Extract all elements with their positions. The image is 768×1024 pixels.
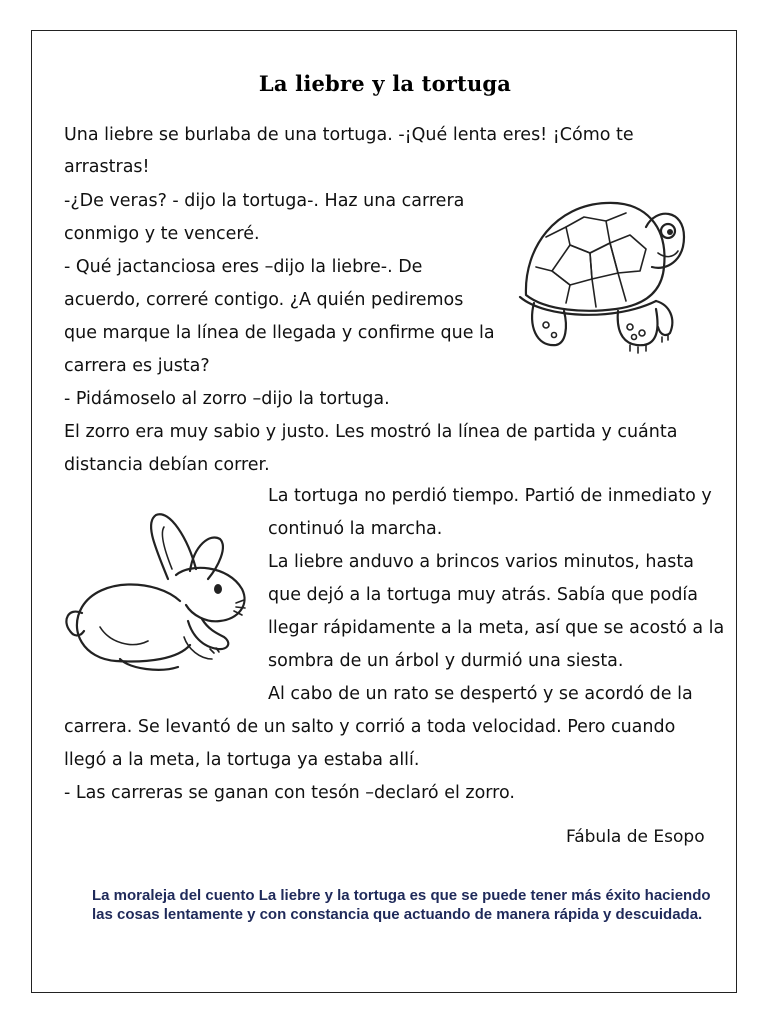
worksheet-page — [31, 30, 737, 993]
story-line: - Las carreras se ganan con tesón –declaró el zorro. — [64, 783, 515, 803]
moral-text: La moraleja del cuento La liebre y la tortuga es que se puede tener más éxito haciendo las cosas lentamente y con constancia que actuando de manera rápida y descuidada. — [92, 887, 711, 923]
story-line: llegó a la meta, la tortuga ya estaba allí. — [64, 750, 420, 770]
story-line: La liebre anduvo a brincos varios minutos, hasta — [268, 552, 694, 572]
story-line: distancia debían correr. — [64, 455, 270, 475]
story-line: carrera. Se levantó de un salto y corrió a toda velocidad. Pero cuando — [64, 717, 676, 737]
story-line: arrastras! — [64, 157, 150, 177]
story-line: carrera es justa? — [64, 356, 210, 376]
story-line: Al cabo de un rato se despertó y se acordó de la — [268, 684, 693, 704]
page-title: La liebre y la tortuga — [258, 71, 512, 96]
story-line: que marque la línea de llegada y confirme que la — [64, 323, 495, 343]
author-credit: Fábula de Esopo — [566, 827, 705, 847]
story-line: que dejó a la tortuga muy atrás. Sabía que podía — [268, 585, 699, 605]
story-line: continuó la marcha. — [268, 519, 443, 539]
story-line: - Qué jactanciosa eres –dijo la liebre-. De — [64, 257, 423, 277]
story-line: -¿De veras? - dijo la tortuga-. Haz una carrera — [64, 191, 465, 211]
story-line: conmigo y te venceré. — [64, 224, 260, 244]
story-line: llegar rápidamente a la meta, así que se acostó a la — [268, 618, 725, 638]
story-line: El zorro era muy sabio y justo. Les mostró la línea de partida y cuánta — [64, 422, 678, 442]
story-line: - Pidámoselo al zorro –dijo la tortuga. — [64, 389, 390, 409]
story-line: sombra de un árbol y durmió una siesta. — [268, 651, 624, 671]
turtle-illustration — [506, 187, 686, 357]
rabbit-illustration — [60, 509, 250, 679]
story-line: La tortuga no perdió tiempo. Partió de inmediato y — [268, 486, 712, 506]
story-line: acuerdo, correré contigo. ¿A quién pediremos — [64, 290, 464, 310]
story-line: Una liebre se burlaba de una tortuga. -¡Qué lenta eres! ¡Cómo te — [64, 125, 634, 145]
